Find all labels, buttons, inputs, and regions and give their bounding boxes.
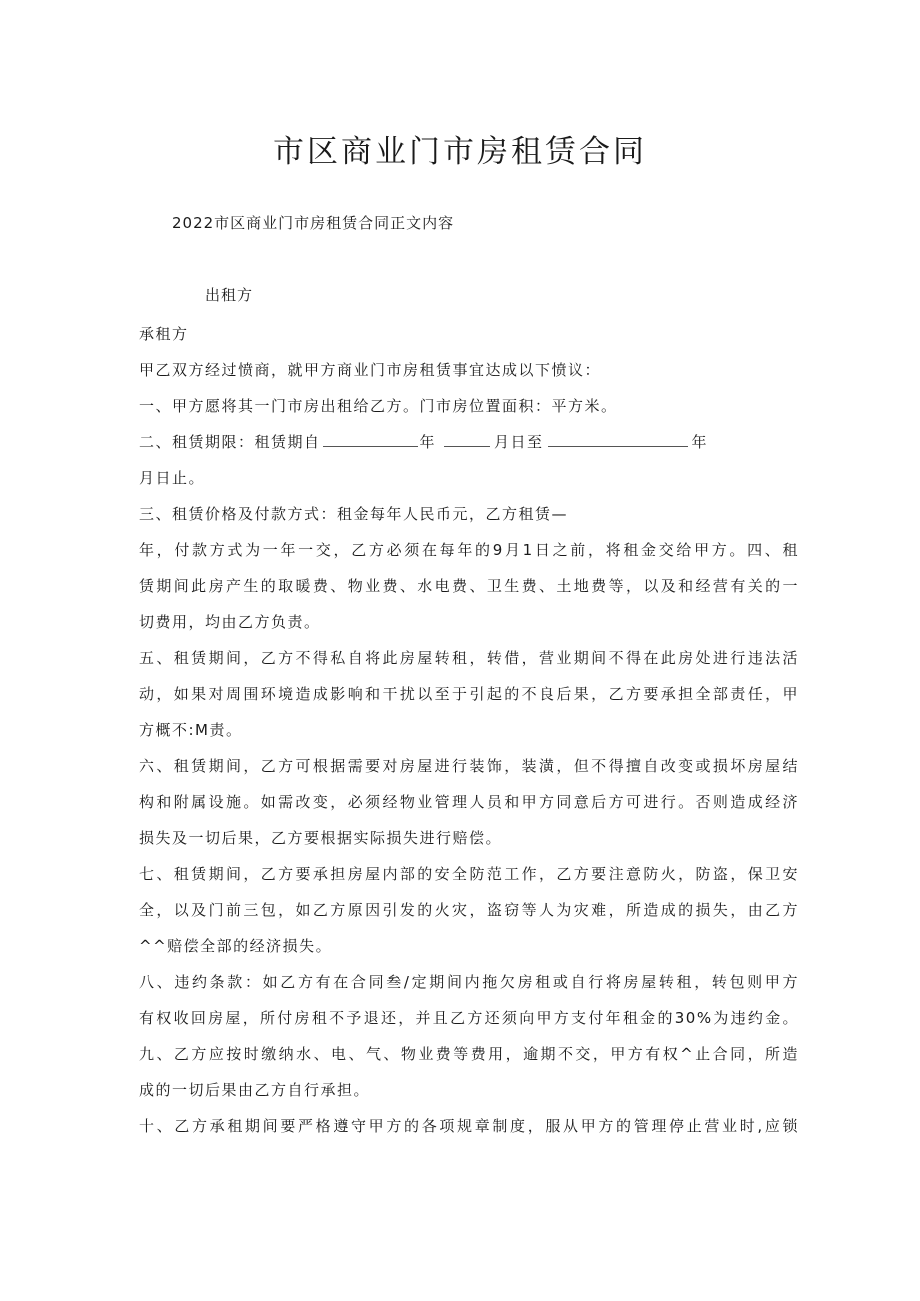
lessee-label: 承租方 xyxy=(139,325,189,343)
clause-3-cont: 年，付款方式为一年一交，乙方必须在每年的9月1日之前，将租金交给甲方。四、租 xyxy=(139,541,799,559)
clause-7: 七、租赁期间，乙方要承担房屋内部的安全防范工作，乙方要注意防火，防盗，保卫安 xyxy=(139,865,799,883)
start-year-blank xyxy=(323,430,418,447)
clause-7-cont: 全，以及门前三包，如乙方原因引发的火灾，盗窃等人为灾难，所造成的损失，由乙方 xyxy=(139,901,799,919)
clause-3: 三、租赁价格及付款方式：租金每年人民币元，乙方租赁— xyxy=(139,505,569,523)
clause-6-end: 损失及一切后果，乙方要根据实际损失进行赔偿。 xyxy=(139,829,503,847)
lease-term-month-day-to: 月日至 xyxy=(494,433,544,451)
document-title: 市区商业门市房租赁合同 xyxy=(273,134,647,170)
clause-9-end: 成的一切后果由乙方自行承担。 xyxy=(139,1081,371,1099)
clause-2-end: 月日止。 xyxy=(139,469,206,487)
clause-8: 八、违约条款：如乙方有在合同叁/定期间内拖欠房租或自行将房屋转租，转包则甲方 xyxy=(139,973,799,991)
clause-6-cont: 构和附属设施。如需改变，必须经物业管理人员和甲方同意后方可进行。否则造成经济 xyxy=(139,793,799,811)
clause-9: 九、乙方应按时缴纳水、电、气、物业费等费用，逾期不交，甲方有权^止合同，所造 xyxy=(139,1045,799,1063)
clause-6: 六、租赁期间，乙方可根据需要对房屋进行装饰，装潢，但不得擅自改变或损坏房屋结 xyxy=(139,757,799,775)
clause-4-end: 切费用，均由乙方负责。 xyxy=(139,613,321,631)
lease-term-prefix: 二、租赁期限：租赁期自 xyxy=(139,433,321,451)
lease-term-year2: 年 xyxy=(691,433,709,451)
clause-7-end: ^^赔偿全部的经济损失。 xyxy=(139,937,333,955)
preamble-line: 甲乙双方经过愤商，就甲方商业门市房租赁事宜达成以下愤议： xyxy=(139,361,602,379)
clause-1: 一、甲方愿将其一门市房出租给乙方。门市房位置面积：平方米。 xyxy=(139,397,618,415)
start-month-blank xyxy=(444,430,490,447)
clause-5: 五、租赁期间，乙方不得私自将此房屋转租，转借，营业期间不得在此房处进行违法活 xyxy=(139,649,799,667)
clause-5-cont: 动，如果对周围环境造成影响和干扰以至于引起的不良后果，乙方要承担全部责任，甲 xyxy=(139,685,799,703)
clause-2-lease-term xyxy=(139,424,799,460)
lease-term-year: 年 xyxy=(419,433,437,451)
end-year-blank xyxy=(548,430,688,447)
clause-10: 十、乙方承租期间要严格遵守甲方的各项规章制度，服从甲方的管理停止营业时,应锁 xyxy=(139,1117,799,1135)
clause-5-end: 方概不:M责。 xyxy=(139,721,243,739)
document-subtitle: 2022市区商业门市房租赁合同正文内容 xyxy=(172,214,455,232)
clause-4: 赁期间此房产生的取暖费、物业费、水电费、卫生费、土地费等，以及和经营有关的一 xyxy=(139,577,799,595)
clause-8-cont: 有权收回房屋，所付房租不予退还，并且乙方还须向甲方支付年租金的30%为违约金。 xyxy=(139,1009,799,1027)
contract-body xyxy=(139,316,799,1144)
lessor-label: 出租方 xyxy=(205,286,254,304)
